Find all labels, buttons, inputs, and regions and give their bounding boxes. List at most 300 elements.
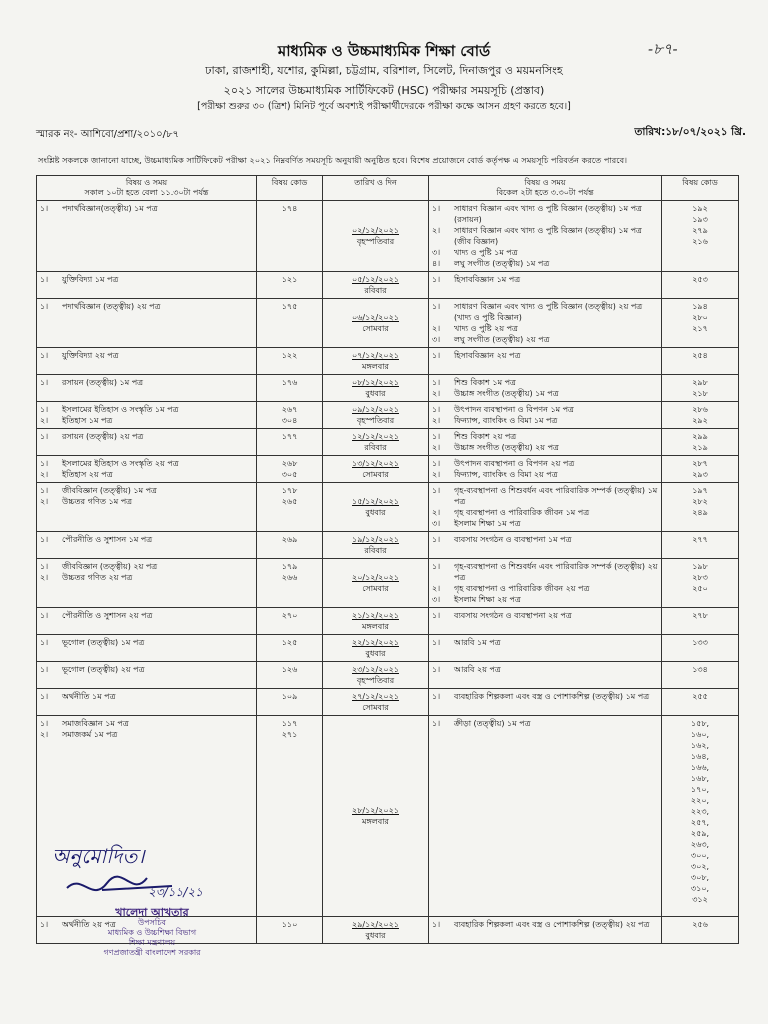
- subject-line: [40, 572, 253, 583]
- serial-number: ১।: [40, 611, 49, 620]
- serial-number: ২।: [432, 443, 441, 452]
- afternoon-subjects: [429, 662, 662, 689]
- subject-line: [40, 534, 253, 545]
- handwritten-approval: অনুমোদিত।: [52, 844, 145, 868]
- date-value: ০২/১২/২০২১: [352, 226, 399, 235]
- afternoon-codes: [662, 483, 739, 532]
- serial-number: ১।: [40, 665, 49, 674]
- subject-line: [432, 377, 658, 388]
- morning-codes: [257, 917, 323, 944]
- subject-code: ১৯৮: [692, 562, 708, 571]
- morning-subjects: [37, 532, 257, 559]
- day-value: মঙ্গলবার: [362, 817, 389, 826]
- subject-line: [432, 610, 658, 621]
- memo-number: স্মারক নং- আশিবো/প্রশা/২০১০/৮৭: [36, 129, 179, 140]
- subject-line: [432, 518, 658, 529]
- subject-name: সাধারণ বিজ্ঞান এবং খাদ্য ও পুষ্টি বিজ্ঞান (তত্ত্বীয়) ১ম পত্র (জীব বিজ্ঞান): [454, 226, 642, 246]
- approval-signature: [42, 828, 232, 958]
- board-title: মাধ্যমিক ও উচ্চমাধ্যমিক শিক্ষা বোর্ড: [277, 42, 491, 60]
- subject-line: [432, 594, 658, 605]
- subject-code: ১৭৬: [281, 378, 298, 387]
- afternoon-subjects: [429, 456, 662, 483]
- day-value: বুধবার: [365, 649, 386, 658]
- exam-note: [পরীক্ষা শুরুর ৩০ (ত্রিশ) মিনিট পূর্বে অবশ্যই পরীক্ষার্থীদেরকে পরীক্ষা কক্ষে আসন গ্রহণ করতে হবে।]: [197, 101, 571, 112]
- subject-code: ১৯৩: [692, 215, 708, 224]
- header-date: তারিখ ও দিন: [323, 176, 429, 201]
- subject-line: [432, 274, 658, 285]
- afternoon-subjects: [429, 532, 662, 559]
- subject-name: উচ্চতর গণিত ২য় পত্র: [62, 573, 133, 582]
- officer-designation: উপসচিব: [137, 918, 166, 927]
- subject-name: গৃহ-ব্যবস্থাপনা ও শিশুবর্ধন এবং পারিবারিক সম্পর্ক (তত্ত্বীয়) ১ম পত্র: [454, 486, 658, 506]
- afternoon-codes: [662, 348, 739, 375]
- serial-number: ১।: [40, 638, 49, 647]
- subject-code: ২৫০: [692, 584, 708, 593]
- subject-code: ১৭৮: [281, 486, 298, 495]
- subject-name: ইসলাম শিক্ষা ২য় পত্র: [454, 595, 521, 604]
- subject-line: [432, 203, 658, 225]
- subject-line: [432, 664, 658, 675]
- afternoon-codes: [662, 689, 739, 716]
- subject-code: ৩১০,: [690, 884, 710, 893]
- subject-name: জীববিজ্ঞান (তত্ত্বীয়) ২য় পত্র: [62, 562, 158, 571]
- subject-code: ২৫৭,: [690, 818, 710, 827]
- date-value: ০৭/১২/২০২১: [352, 351, 399, 360]
- subject-line: [40, 485, 253, 496]
- subject-code: ৩০০,: [690, 851, 710, 860]
- date-value: ০৮/১২/২০২১: [352, 378, 399, 387]
- morning-subjects: [37, 456, 257, 483]
- schedule-subtitle: ২০২১ সালের উচ্চমাধ্যমিক সার্টিফিকেট (HSC) পরীক্ষার সময়সূচি (প্রস্তাব): [223, 84, 545, 97]
- date-value: ১২/১২/২০২১: [352, 432, 399, 441]
- serial-number: ২।: [432, 508, 441, 517]
- subject-name: অর্থনীতি ২য় পত্র: [62, 920, 116, 929]
- subject-code: ১৯৪: [692, 302, 708, 311]
- afternoon-subjects: [429, 483, 662, 532]
- exam-date: [323, 272, 429, 299]
- subject-name: পৌরনীতি ও সুশাসন ২য় পত্র: [62, 611, 153, 620]
- subject-code: ৩০৪: [281, 416, 298, 425]
- subject-code: ২১৬: [692, 237, 708, 246]
- serial-number: ১।: [40, 535, 49, 544]
- table-row: [37, 608, 739, 635]
- morning-subjects: [37, 608, 257, 635]
- subject-code: ১৫৮,: [690, 719, 710, 728]
- serial-number: ১।: [432, 692, 441, 701]
- afternoon-codes: [662, 299, 739, 348]
- subject-code: ৩০২,: [690, 862, 710, 871]
- day-value: বৃহস্পতিবার: [356, 416, 395, 425]
- subject-line: [40, 610, 253, 621]
- serial-number: ২।: [40, 573, 49, 582]
- subject-code: ১৭৯: [281, 562, 298, 571]
- issue-date: তারিখ:১৮/০৭/২০২১ খ্রি.: [634, 126, 746, 138]
- subject-name: হিসাববিজ্ঞান ১ম পত্র: [454, 275, 521, 284]
- day-value: রবিবার: [364, 546, 387, 555]
- exam-date: [323, 559, 429, 608]
- subject-code: ২৯৩: [692, 470, 708, 479]
- table-row: [37, 299, 739, 348]
- subject-line: [40, 637, 253, 648]
- serial-number: ১।: [40, 920, 49, 929]
- table-row: [37, 201, 739, 272]
- serial-number: ১।: [432, 302, 441, 311]
- subject-code: ১৬৪,: [690, 752, 710, 761]
- subject-name: ইতিহাস ১ম পত্র: [62, 416, 113, 425]
- handwritten-date: ২৩/১১/২১: [148, 885, 203, 899]
- subject-line: [432, 404, 658, 415]
- morning-subjects: [37, 375, 257, 402]
- date-value: ২৩/১২/২০২১: [352, 665, 399, 674]
- serial-number: ৪।: [432, 259, 441, 268]
- serial-number: ৩।: [432, 335, 441, 344]
- afternoon-codes: [662, 559, 739, 608]
- table-row: [37, 532, 739, 559]
- subject-code: ১২১: [281, 275, 298, 284]
- subject-code: ২৫৫: [692, 692, 708, 701]
- serial-number: ১।: [432, 459, 441, 468]
- serial-number: ১।: [432, 562, 441, 571]
- afternoon-codes: [662, 375, 739, 402]
- serial-number: ১।: [432, 275, 441, 284]
- official-stamp: [72, 908, 232, 958]
- subject-name: যুক্তিবিদ্যা ২য় পত্র: [62, 351, 119, 360]
- serial-number: ১।: [432, 920, 441, 929]
- subject-line: [432, 718, 658, 729]
- subject-name: শিশু বিকাশ ১ম পত্র: [454, 378, 516, 387]
- subject-code: ২৫৯,: [690, 829, 710, 838]
- subject-code: ২৭৮: [692, 611, 708, 620]
- date-value: ২৮/১২/২০২১: [352, 806, 399, 815]
- subject-code: ২৮৩: [692, 573, 708, 582]
- subject-line: [40, 496, 253, 507]
- subject-name: গৃহ-ব্যবস্থাপনা ও শিশুবর্ধন এবং পারিবারিক সম্পর্ক (তত্ত্বীয়) ২য় পত্র: [454, 562, 658, 582]
- serial-number: ২।: [432, 584, 441, 593]
- officer-government: গণপ্রজাতন্ত্রী বাংলাদেশ সরকার: [103, 948, 201, 957]
- morning-codes: [257, 716, 323, 917]
- morning-codes: [257, 201, 323, 272]
- subject-name: সাধারণ বিজ্ঞান এবং খাদ্য ও পুষ্টি বিজ্ঞান (তত্ত্বীয়) ২য় পত্র (খাদ্য ও পুষ্টি বিজ্ঞান): [454, 302, 643, 322]
- subject-code: ২৬৬: [281, 573, 298, 582]
- serial-number: ১।: [432, 486, 441, 495]
- subject-name: খাদ্য ও পুষ্টি ২য় পত্র: [454, 324, 518, 333]
- date-value: ০৯/১২/২০২১: [352, 405, 399, 414]
- afternoon-codes: [662, 662, 739, 689]
- exam-date: [323, 201, 429, 272]
- afternoon-subjects: [429, 375, 662, 402]
- subject-line: [432, 415, 658, 426]
- subject-line: [40, 377, 253, 388]
- morning-subjects: [37, 689, 257, 716]
- serial-number: ১।: [40, 302, 49, 311]
- subject-code: ২১৮: [692, 389, 708, 398]
- subject-name: জীববিজ্ঞান (তত্ত্বীয়) ১ম পত্র: [62, 486, 157, 495]
- subject-code: ২৫৪: [692, 351, 708, 360]
- afternoon-subjects: [429, 299, 662, 348]
- serial-number: ২।: [40, 416, 49, 425]
- serial-number: ১।: [40, 719, 49, 728]
- day-value: রবিবার: [364, 286, 387, 295]
- morning-codes: [257, 635, 323, 662]
- morning-subjects: [37, 272, 257, 299]
- afternoon-codes: [662, 456, 739, 483]
- subject-code: ২২৩,: [690, 807, 710, 816]
- morning-subjects: [37, 299, 257, 348]
- subject-line: [432, 301, 658, 323]
- subject-code: ২৮২: [692, 497, 708, 506]
- subject-code: ২৭১: [281, 730, 298, 739]
- subject-code: ২৭০: [281, 611, 298, 620]
- morning-subjects: [37, 662, 257, 689]
- subject-line: [432, 691, 658, 702]
- subject-name: রসায়ন (তত্ত্বীয়) ২য় পত্র: [62, 432, 144, 441]
- subject-code: ১৯৭: [692, 486, 708, 495]
- serial-number: ২।: [432, 416, 441, 425]
- subject-code: ২৬৭: [281, 405, 298, 414]
- subject-line: [40, 664, 253, 675]
- serial-number: ১।: [40, 432, 49, 441]
- subject-name: ইসলাম শিক্ষা ১ম পত্র: [454, 519, 521, 528]
- subject-name: অর্থনীতি ১ম পত্র: [62, 692, 116, 701]
- date-value: ০৫/১২/২০২১: [352, 275, 399, 284]
- day-value: রবিবার: [364, 443, 387, 452]
- table-row: [37, 456, 739, 483]
- morning-codes: [257, 429, 323, 456]
- exam-date: [323, 608, 429, 635]
- subject-line: [432, 258, 658, 269]
- subject-code: ১৭০,: [690, 785, 710, 794]
- morning-subjects: [37, 348, 257, 375]
- day-value: সোমবার: [362, 470, 389, 479]
- exam-date: [323, 402, 429, 429]
- date-value: ১৩/১২/২০২১: [352, 459, 399, 468]
- afternoon-subjects: [429, 716, 662, 917]
- table-row: [37, 483, 739, 532]
- afternoon-subjects: [429, 689, 662, 716]
- subject-code: ১১০: [281, 920, 298, 929]
- afternoon-codes: [662, 532, 739, 559]
- board-list: ঢাকা, রাজশাহী, যশোর, কুমিল্লা, চট্টগ্রাম, বরিশাল, সিলেট, দিনাজপুর ও ময়মনসিংহ: [205, 64, 563, 77]
- morning-codes: [257, 608, 323, 635]
- table-row: [37, 272, 739, 299]
- subject-line: [432, 431, 658, 442]
- subject-name: হিসাববিজ্ঞান ২য় পত্র: [454, 351, 521, 360]
- subject-code: ২৯৯: [692, 432, 708, 441]
- subject-line: [40, 404, 253, 415]
- table-row: [37, 559, 739, 608]
- subject-line: [40, 431, 253, 442]
- morning-subjects: [37, 559, 257, 608]
- subject-name: ইতিহাস ২য় পত্র: [62, 470, 113, 479]
- subject-code: ৩১২: [692, 895, 708, 904]
- exam-date: [323, 429, 429, 456]
- serial-number: ১।: [40, 204, 49, 213]
- morning-subjects: [37, 429, 257, 456]
- subject-line: [40, 274, 253, 285]
- morning-codes: [257, 532, 323, 559]
- serial-number: ১।: [432, 535, 441, 544]
- subject-name: আরবি ১ম পত্র: [454, 638, 501, 647]
- serial-number: ১।: [432, 719, 441, 728]
- afternoon-codes: [662, 917, 739, 944]
- subject-code: ২৭৭: [692, 535, 708, 544]
- subject-name: ক্রীড়া (তত্ত্বীয়) ১ম পত্র: [454, 719, 531, 728]
- afternoon-codes: [662, 608, 739, 635]
- header-code-2: বিষয় কোড: [662, 176, 739, 201]
- day-value: বৃহস্পতিবার: [356, 676, 395, 685]
- exam-date: [323, 456, 429, 483]
- exam-date: [323, 483, 429, 532]
- afternoon-codes: [662, 716, 739, 917]
- subject-line: [40, 203, 253, 214]
- subject-name: লঘু সংগীত (তত্ত্বীয়) ২য় পত্র: [454, 335, 550, 344]
- serial-number: ২।: [432, 324, 441, 333]
- table-row: [37, 429, 739, 456]
- serial-number: ১।: [40, 562, 49, 571]
- subject-name: ব্যবসায় সংগঠন ও ব্যবস্থাপনা ১ম পত্র: [454, 535, 572, 544]
- subject-name: ফিন্যান্স, ব্যাংকিং ও বিমা ১ম পত্র: [454, 416, 558, 425]
- subject-code: ১৭৪: [281, 204, 298, 213]
- afternoon-codes: [662, 201, 739, 272]
- subject-name: ব্যবহারিক শিল্পকলা এবং বস্ত্র ও পোশাকশিল্প (তত্ত্বীয়) ১ম পত্র: [454, 692, 650, 701]
- subject-code: ১৭৭: [281, 432, 298, 441]
- afternoon-subjects: [429, 429, 662, 456]
- table-row: [37, 375, 739, 402]
- subject-line: [40, 350, 253, 361]
- afternoon-codes: [662, 635, 739, 662]
- subject-name: সমাজবিজ্ঞান ১ম পত্র: [62, 719, 129, 728]
- serial-number: ১।: [40, 275, 49, 284]
- subject-name: সাধারণ বিজ্ঞান এবং খাদ্য ও পুষ্টি বিজ্ঞান (তত্ত্বীয়) ১ম পত্র (রসায়ন): [454, 204, 642, 224]
- subject-code: ১৯২: [692, 204, 708, 213]
- subject-line: [432, 388, 658, 399]
- afternoon-subjects: [429, 635, 662, 662]
- subject-line: [432, 561, 658, 583]
- serial-number: ১।: [40, 378, 49, 387]
- afternoon-subjects: [429, 917, 662, 944]
- exam-date: [323, 662, 429, 689]
- afternoon-codes: [662, 272, 739, 299]
- subject-code: ২১৯: [692, 443, 708, 452]
- subject-code: ২৮৭: [692, 459, 708, 468]
- subject-code: ৩০৮,: [690, 873, 710, 882]
- header-afternoon-subject: বিষয় ও সময় বিকেল ২টা হতে ৩.৩০টা পর্যন্ত: [429, 176, 662, 201]
- exam-date: [323, 689, 429, 716]
- exam-date: [323, 635, 429, 662]
- subject-line: [432, 350, 658, 361]
- morning-codes: [257, 348, 323, 375]
- date-value: ২৭/১২/২০২১: [352, 692, 399, 701]
- subject-code: ১০৯: [281, 692, 298, 701]
- subject-code: ১৩৩: [692, 638, 708, 647]
- subject-name: সমাজকর্ম ১ম পত্র: [62, 730, 118, 739]
- header-morning-subject: বিষয় ও সময় সকাল ১০টা হতে বেলা ১১.৩০টা পর্যন্ত: [37, 176, 257, 201]
- table-row: [37, 348, 739, 375]
- subject-code: ২৬৩,: [690, 840, 710, 849]
- serial-number: ১।: [432, 351, 441, 360]
- morning-codes: [257, 662, 323, 689]
- day-value: মঙ্গলবার: [362, 362, 389, 371]
- subject-code: ২৯৮: [692, 378, 708, 387]
- afternoon-codes: [662, 429, 739, 456]
- subject-code: ২৭৯: [692, 226, 708, 235]
- day-value: বৃহস্পতিবার: [356, 237, 395, 246]
- serial-number: ১।: [432, 665, 441, 674]
- serial-number: ১।: [432, 204, 441, 213]
- serial-number: ১।: [40, 486, 49, 495]
- subject-name: যুক্তিবিদ্যা ১ম পত্র: [62, 275, 119, 284]
- subject-name: খাদ্য ও পুষ্টি ১ম পত্র: [454, 248, 518, 257]
- subject-line: [432, 323, 658, 334]
- serial-number: ৩।: [432, 519, 441, 528]
- subject-line: [40, 729, 253, 740]
- subject-code: ২৪৯: [692, 508, 708, 517]
- subject-name: ভূগোল (তত্ত্বীয়) ২য় পত্র: [62, 665, 145, 674]
- serial-number: ২।: [432, 470, 441, 479]
- afternoon-subjects: [429, 348, 662, 375]
- serial-number: ১।: [432, 378, 441, 387]
- subject-name: লঘু সংগীত (তত্ত্বীয়) ১ম পত্র: [454, 259, 550, 268]
- exam-date: [323, 917, 429, 944]
- officer-name: খালেদা আখতার: [115, 906, 189, 919]
- morning-codes: [257, 299, 323, 348]
- table-row: [37, 662, 739, 689]
- exam-date: [323, 532, 429, 559]
- day-value: বুধবার: [365, 389, 386, 398]
- subject-code: ২২০,: [690, 796, 710, 805]
- serial-number: ২।: [432, 389, 441, 398]
- subject-code: ১৬২,: [690, 741, 710, 750]
- date-value: ২০/১২/২০২১: [352, 573, 399, 582]
- subject-name: ফিন্যান্স, ব্যাংকিং ও বিমা ২য় পত্র: [454, 470, 558, 479]
- morning-codes: [257, 272, 323, 299]
- exam-date: [323, 348, 429, 375]
- subject-name: গৃহ ব্যবস্থাপনা ও পারিবারিক জীবন ২য় পত্র: [454, 584, 590, 593]
- day-value: বুধবার: [365, 508, 386, 517]
- subject-code: ২৬৫: [281, 497, 298, 506]
- serial-number: ৩।: [432, 248, 441, 257]
- morning-codes: [257, 483, 323, 532]
- afternoon-subjects: [429, 201, 662, 272]
- afternoon-subjects: [429, 272, 662, 299]
- subject-code: ২৬৮: [281, 459, 298, 468]
- subject-name: উচ্চতর গণিত ১ম পত্র: [62, 497, 132, 506]
- date-value: ২৯/১২/২০২১: [352, 920, 399, 929]
- subject-line: [432, 583, 658, 594]
- subject-line: [40, 691, 253, 702]
- serial-number: ২।: [40, 730, 49, 739]
- afternoon-subjects: [429, 402, 662, 429]
- morning-codes: [257, 456, 323, 483]
- subject-code: ২৮০: [692, 313, 708, 322]
- morning-subjects: [37, 402, 257, 429]
- subject-code: ১৬০,: [690, 730, 710, 739]
- subject-line: [432, 334, 658, 345]
- subject-code: ১১৭: [281, 719, 298, 728]
- subject-code: ১৭৫: [281, 302, 298, 311]
- subject-name: ভূগোল (তত্ত্বীয়) ১ম পত্র: [62, 638, 145, 647]
- serial-number: ২।: [40, 470, 49, 479]
- day-value: সোমবার: [362, 584, 389, 593]
- subject-line: [432, 637, 658, 648]
- subject-code: ১২২: [281, 351, 298, 360]
- subject-line: [40, 415, 253, 426]
- header-code: বিষয় কোড: [257, 176, 323, 201]
- serial-number: ১।: [40, 692, 49, 701]
- subject-line: [40, 561, 253, 572]
- day-value: বুধবার: [365, 931, 386, 940]
- subject-line: [432, 469, 658, 480]
